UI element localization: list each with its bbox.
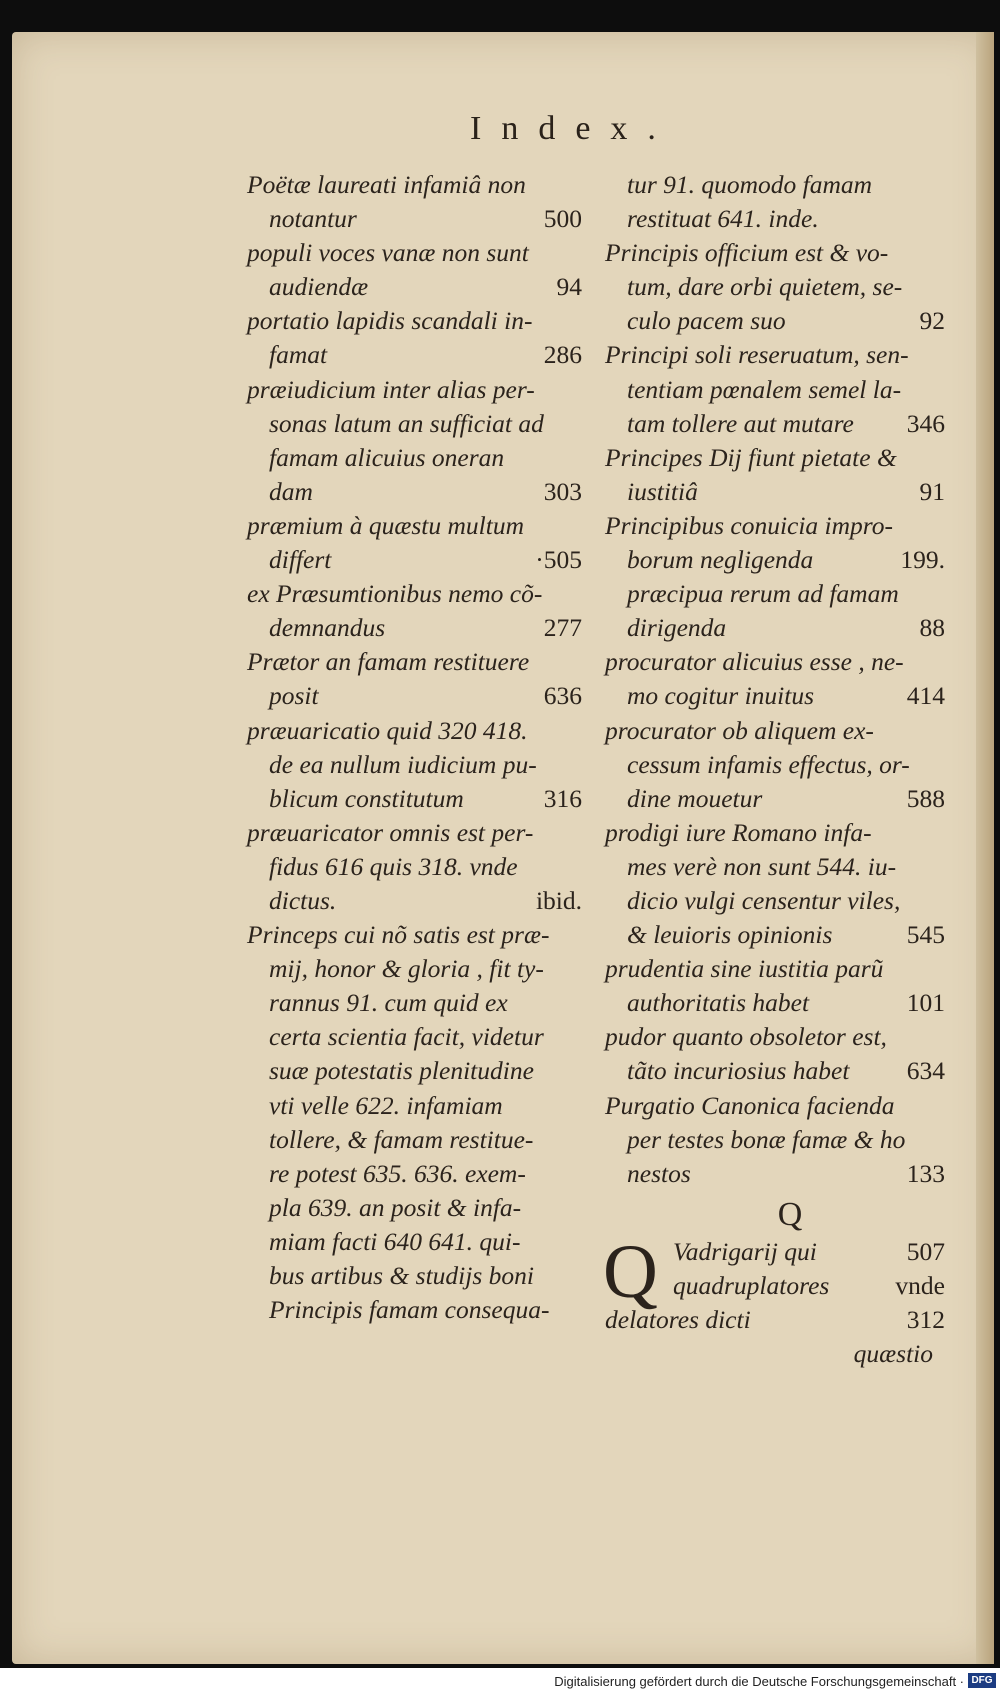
- index-line-text: re potest 635. 636. exem-: [269, 1158, 526, 1188]
- index-line-text: Principes Dij fiunt pietate &: [605, 442, 897, 472]
- index-line-page: 414: [906, 681, 945, 711]
- index-line: [605, 543, 945, 577]
- index-line: [247, 748, 582, 782]
- index-line-text: mij, honor & gloria , fit ty-: [269, 954, 544, 984]
- index-line-text: blicum constitutum: [269, 783, 464, 813]
- index-line: [605, 304, 945, 338]
- index-line-text: præiudicium inter alias per-: [247, 374, 535, 404]
- index-line: [247, 509, 582, 543]
- index-line-text: præcipua rerum ad famam: [627, 579, 899, 609]
- index-line-text: pudor quanto obsoletor est,: [605, 1022, 887, 1052]
- index-line: [247, 714, 582, 748]
- index-line-text: audiendæ: [269, 272, 369, 302]
- index-line-text: portatio lapidis scandali in-: [247, 306, 533, 336]
- index-line-text: de ea nullum iudicium pu-: [269, 749, 537, 779]
- page-edge: [976, 32, 994, 1664]
- index-line-text: populi voces vanæ non sunt: [247, 238, 529, 268]
- index-line-text: famat: [269, 340, 328, 370]
- index-line-text: authoritatis habet: [627, 988, 810, 1018]
- index-line: [247, 475, 582, 509]
- index-line: [247, 884, 582, 918]
- index-line-text: demnandus: [269, 613, 386, 643]
- index-line-text: iustitiâ: [627, 476, 698, 506]
- footer-credit: Digitalisierung gefördert durch die Deutsche Forschungsgemeinschaft ·: [554, 1674, 964, 1689]
- index-line-text: Prætor an famam restituere: [247, 647, 530, 677]
- section-q-entry: [603, 1229, 945, 1337]
- index-line-text: sonas latum an sufficiat ad: [269, 408, 544, 438]
- footer-bar: [0, 1668, 1000, 1695]
- dfg-logo: DFG: [968, 1673, 996, 1688]
- index-line-text: Purgatio Canonica facienda: [605, 1090, 895, 1120]
- index-line-text: quadruplatores: [673, 1270, 830, 1300]
- index-line-page: 277: [543, 613, 582, 643]
- index-line: [605, 679, 945, 713]
- index-line-text: tollere, & famam restitue-: [269, 1124, 534, 1154]
- index-line-page: 303: [543, 476, 582, 506]
- index-line-text: procurator ob aliquem ex-: [605, 715, 874, 745]
- index-line-text: pla 639. an posit & infa-: [269, 1192, 522, 1222]
- index-line: [247, 952, 582, 986]
- index-line-text: prodigi iure Romano infa-: [605, 817, 872, 847]
- index-line-text: certa scientia facit, videtur: [269, 1022, 544, 1052]
- index-line: [247, 407, 582, 441]
- index-line-page: 133: [906, 1158, 945, 1188]
- index-line-text: prudentia sine iustitia parũ: [605, 954, 884, 984]
- index-line: [605, 816, 945, 850]
- page-header: Index.: [470, 110, 676, 147]
- index-line-page: 507: [906, 1236, 945, 1266]
- index-line: [605, 986, 945, 1020]
- index-line-text: procurator alicuius esse , ne-: [605, 647, 904, 677]
- index-line-page: 500: [543, 204, 582, 234]
- index-line-text: dictus.: [269, 885, 337, 915]
- index-line-page: 92: [919, 306, 945, 336]
- index-line: [605, 475, 945, 509]
- index-line: [605, 373, 945, 407]
- index-line-text: & leuioris opinionis: [627, 920, 833, 950]
- index-line-text: notantur: [269, 204, 357, 234]
- index-line: [247, 338, 582, 372]
- index-line-text: Vadrigarij qui: [673, 1236, 817, 1266]
- index-line: [247, 782, 582, 816]
- index-line: [605, 884, 945, 918]
- index-line: [247, 236, 582, 270]
- index-line-text: tentiam pœnalem semel la-: [627, 374, 902, 404]
- index-line: [247, 543, 582, 577]
- index-line: [247, 168, 582, 202]
- index-line-text: delatores dicti: [605, 1305, 751, 1334]
- index-line: [247, 918, 582, 952]
- index-line: [605, 918, 945, 952]
- index-line: [247, 986, 582, 1020]
- index-line: [605, 1123, 945, 1157]
- index-line: [605, 714, 945, 748]
- index-line-text: posit: [269, 681, 319, 711]
- index-line-text: suæ potestatis plenitudine: [269, 1056, 534, 1086]
- index-line: [247, 1054, 582, 1088]
- index-line-text: Principis famam consequa-: [269, 1295, 550, 1325]
- index-line-page: 88: [919, 613, 945, 643]
- index-line: [605, 509, 945, 543]
- index-line-page: 545: [906, 920, 945, 950]
- index-line: [247, 270, 582, 304]
- index-line-text: bus artibus & studijs boni: [269, 1261, 534, 1290]
- index-line-text: præuaricator omnis est per-: [247, 817, 534, 847]
- index-line: [605, 1089, 945, 1123]
- index-line-text: restituat 641. inde.: [627, 204, 819, 234]
- index-line: [247, 1089, 582, 1123]
- index-line: [247, 1191, 582, 1225]
- index-line: [605, 407, 945, 441]
- index-line-text: Poëtæ laureati infamiâ non: [247, 170, 526, 199]
- index-line-page: 91: [919, 476, 945, 506]
- index-line-text: fidus 616 quis 318. vnde: [269, 851, 518, 881]
- index-line-page: 634: [906, 1056, 945, 1086]
- index-line-text: rannus 91. cum quid ex: [269, 988, 508, 1018]
- index-line-text: cessum infamis effectus, or-: [627, 749, 910, 779]
- index-column-left: [247, 168, 582, 1327]
- index-line: [605, 952, 945, 986]
- index-line-text: Principibus conuicia impro-: [605, 510, 894, 540]
- index-line-text: dam: [269, 476, 313, 506]
- index-line-page: 199.: [900, 545, 945, 575]
- index-line-text: culo pacem suo: [627, 306, 786, 336]
- index-line: [247, 1020, 582, 1054]
- index-line-page: 312: [906, 1305, 945, 1334]
- index-line: [605, 577, 945, 611]
- index-line-page: ibid.: [535, 885, 582, 915]
- index-line-text: tum, dare orbi quietem, se-: [627, 272, 903, 302]
- index-line-text: differt: [269, 545, 332, 575]
- index-line: [605, 236, 945, 270]
- index-line: [247, 1293, 582, 1327]
- index-line-page: 94: [556, 272, 582, 302]
- index-line-text: per testes bonæ famæ & ho: [627, 1124, 906, 1154]
- index-line-text: præmium à quæstu multum: [247, 510, 524, 540]
- index-line-text: miam facti 640 641. qui-: [269, 1226, 521, 1256]
- index-line-page: 636: [543, 681, 582, 711]
- index-line-page: ·505: [535, 545, 582, 575]
- index-line-page: 346: [906, 408, 945, 438]
- index-line-text: dicio vulgi censentur viles,: [627, 885, 901, 915]
- index-line: [605, 611, 945, 645]
- index-line-text: tam tollere aut mutare: [627, 408, 854, 438]
- index-line: [605, 645, 945, 679]
- index-entries-right: [605, 168, 945, 1191]
- index-line: [247, 441, 582, 475]
- section-letter-heading: Q: [777, 1195, 803, 1233]
- index-line: [247, 1259, 582, 1293]
- index-line: [605, 1020, 945, 1054]
- index-line: [605, 748, 945, 782]
- index-line: [247, 1123, 582, 1157]
- index-line-text: dirigenda: [627, 613, 727, 643]
- drop-cap: Q: [603, 1229, 658, 1314]
- index-line: [247, 577, 582, 611]
- index-line: [247, 611, 582, 645]
- index-line: [247, 1225, 582, 1259]
- catchword: quæstio: [853, 1339, 933, 1369]
- index-line: [605, 270, 945, 304]
- index-line-page: 286: [543, 340, 582, 370]
- index-line: [605, 1054, 945, 1088]
- index-line: [247, 645, 582, 679]
- index-line-text: famam alicuius oneran: [269, 442, 505, 472]
- index-line-text: mo cogitur inuitus: [627, 681, 815, 711]
- index-line-page: vnde: [895, 1270, 945, 1300]
- index-line-text: Princeps cui nõ satis est præ-: [247, 920, 550, 950]
- index-line: [247, 679, 582, 713]
- index-line-text: nestos: [627, 1158, 691, 1188]
- index-line-page: 588: [906, 783, 945, 813]
- index-line-page: 101: [906, 988, 945, 1018]
- index-line: [247, 304, 582, 338]
- index-line-text: præuaricatio quid 320 418.: [247, 715, 528, 745]
- index-line: [605, 1157, 945, 1191]
- index-line: [247, 816, 582, 850]
- index-line-text: Principis officium est & vo-: [605, 238, 889, 268]
- index-line: [605, 168, 945, 202]
- index-line: [605, 782, 945, 816]
- index-line-text: mes verè non sunt 544. iu-: [627, 851, 897, 881]
- index-line-text: dine mouetur: [627, 783, 763, 813]
- index-line-text: tãto incuriosius habet: [627, 1056, 850, 1086]
- index-line: [605, 441, 945, 475]
- index-line-text: vti velle 622. infamiam: [269, 1090, 503, 1120]
- index-line-text: tur 91. quomodo famam: [627, 170, 873, 199]
- index-line-text: borum negligenda: [627, 545, 814, 575]
- index-line: [247, 1157, 582, 1191]
- index-line: [247, 373, 582, 407]
- index-line: [605, 850, 945, 884]
- index-line-text: ex Præsumtionibus nemo cõ-: [247, 579, 543, 609]
- index-line: [247, 850, 582, 884]
- index-line: [247, 202, 582, 236]
- index-line-text: Principi soli reseruatum, sen-: [605, 340, 909, 370]
- index-line: [605, 338, 945, 372]
- index-column-right: [605, 168, 945, 1371]
- index-line: [605, 202, 945, 236]
- index-line-page: 316: [543, 783, 582, 813]
